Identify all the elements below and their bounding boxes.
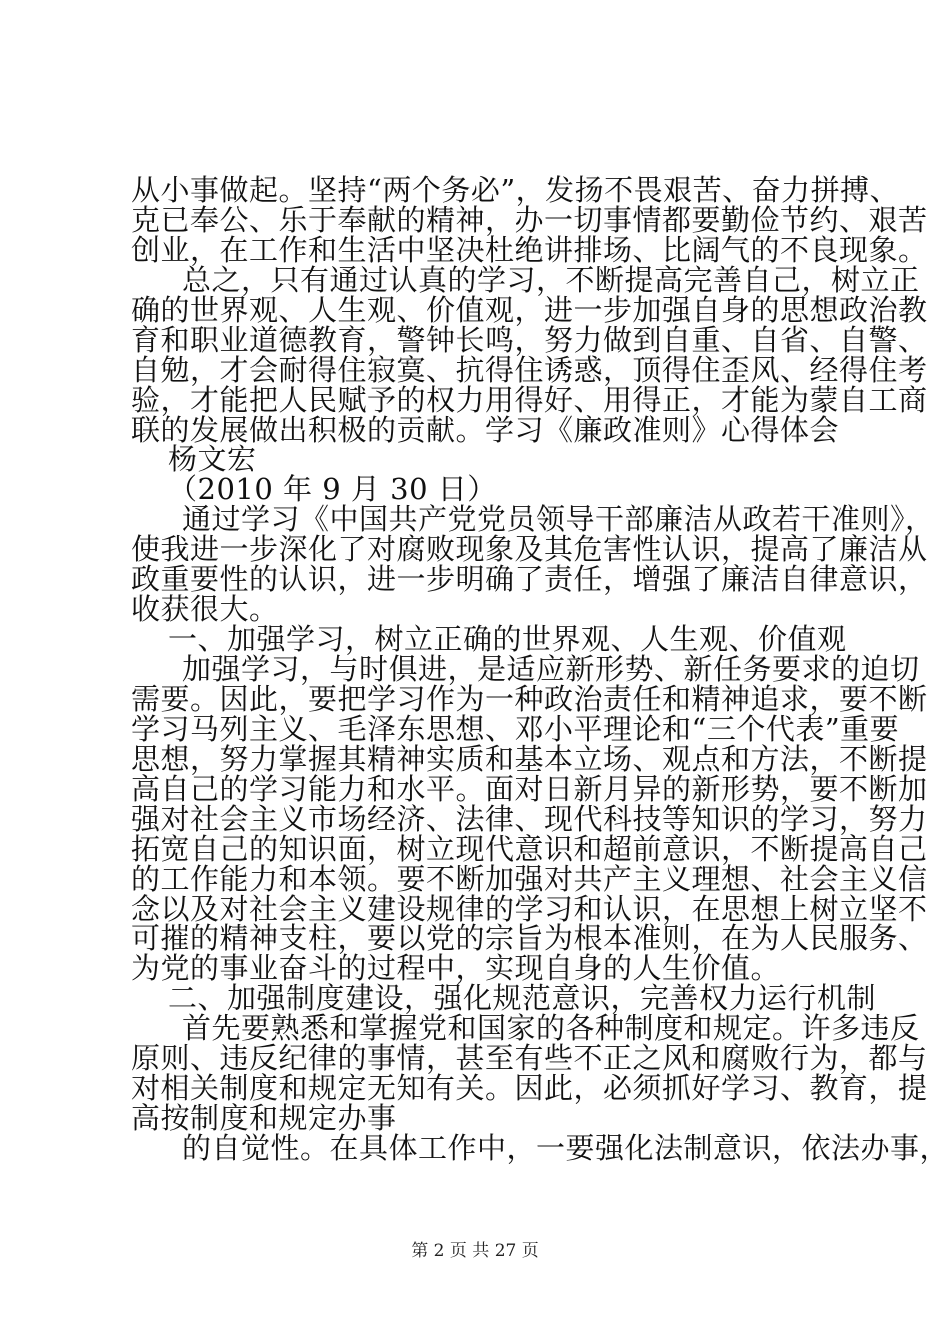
text-line-30: 原则、违反纪律的事情，甚至有些不正之风和腐败行为，都与	[131, 1041, 928, 1075]
text-line-27: 为党的事业奋斗的过程中，实现自身的人生价值。	[131, 951, 781, 985]
text-line-13: 使我进一步深化了对腐败现象及其危害性认识，提高了廉洁从	[131, 532, 928, 566]
text-line-7: 自勉，才会耐得住寂寞、抗得住诱惑，顶得住歪风、经得住考	[131, 353, 928, 387]
section-heading-2: 二、加强制度建设，强化规范意识，完善权力运行机制	[168, 981, 877, 1015]
text-line-32: 高按制度和规定办事	[131, 1101, 397, 1135]
text-line-20: 思想，努力掌握其精神实质和基本立场、观点和方法，不断提	[131, 742, 928, 776]
text-line-2: 克已奉公、乐于奉献的精神，办一切事情都要勤俭节约、艰苦	[131, 203, 928, 237]
text-line-6: 育和职业道德教育，警钟长鸣，努力做到自重、自省、自警、	[131, 323, 928, 357]
text-line-31: 对相关制度和规定无知有关。因此，必须抓好学习、教育，提	[131, 1071, 928, 1105]
paragraph-section-2-start: 首先要熟悉和掌握党和国家的各种制度和规定。许多违反	[182, 1011, 920, 1045]
author-name: 杨文宏	[168, 442, 257, 476]
text-line-19: 学习马列主义、毛泽东思想、邓小平理论和“三个代表”重要	[131, 712, 900, 746]
section-heading-1: 一、加强学习，树立正确的世界观、人生观、价值观	[168, 622, 847, 656]
text-line-15: 收获很大。	[131, 592, 279, 626]
text-line-25: 念以及对社会主义建设规律的学习和认识，在思想上树立坚不	[131, 892, 928, 926]
text-line-3: 创业，在工作和生活中坚决杜绝讲排场、比阔气的不良现象。	[131, 233, 928, 267]
paragraph-intro-start: 通过学习《中国共产党党员领导干部廉洁从政若干准则》，	[182, 502, 935, 536]
text-line-26: 可摧的精神支柱，要以党的宗旨为根本准则，在为人民服务、	[131, 921, 928, 955]
text-line-24: 的工作能力和本领。要不断加强对共产主义理想、社会主义信	[131, 862, 928, 896]
text-line-8: 验，才能把人民赋予的权力用得好、用得正，才能为蒙自工商	[131, 383, 928, 417]
text-line-5: 确的世界观、人生观、价值观，进一步加强自身的思想政治教	[131, 293, 928, 327]
text-line-18: 需要。因此，要把学习作为一种政治责任和精神追求，要不断	[131, 682, 928, 716]
text-line-23: 拓宽自己的知识面，树立现代意识和超前意识，不断提高自己	[131, 832, 928, 866]
text-line-22: 强对社会主义市场经济、法律、现代科技等知识的学习，努力	[131, 802, 928, 836]
text-line-33: 的自觉性。在具体工作中，一要强化法制意识，依法办事，	[182, 1131, 950, 1165]
document-date: （2010 年 9 月 30 日）	[168, 472, 497, 506]
text-line-21: 高自己的学习能力和水平。面对日新月异的新形势，要不断加	[131, 772, 928, 806]
page-footer: 第 2 页 共 27 页	[411, 1241, 539, 1261]
paragraph-conclusion-start: 总之，只有通过认真的学习，不断提高完善自己，树立正	[182, 263, 920, 297]
paragraph-section-1-start: 加强学习，与时俱进，是适应新形势、新任务要求的迫切	[182, 652, 920, 686]
text-line-1: 从小事做起。坚持“两个务必”，发扬不畏艰苦、奋力拼搏、	[131, 173, 900, 207]
text-line-9-heading: 联的发展做出积极的贡献。学习《廉政准则》心得体会	[131, 413, 840, 447]
text-line-14: 政重要性的认识，进一步明确了责任，增强了廉洁自律意识，	[131, 562, 928, 596]
